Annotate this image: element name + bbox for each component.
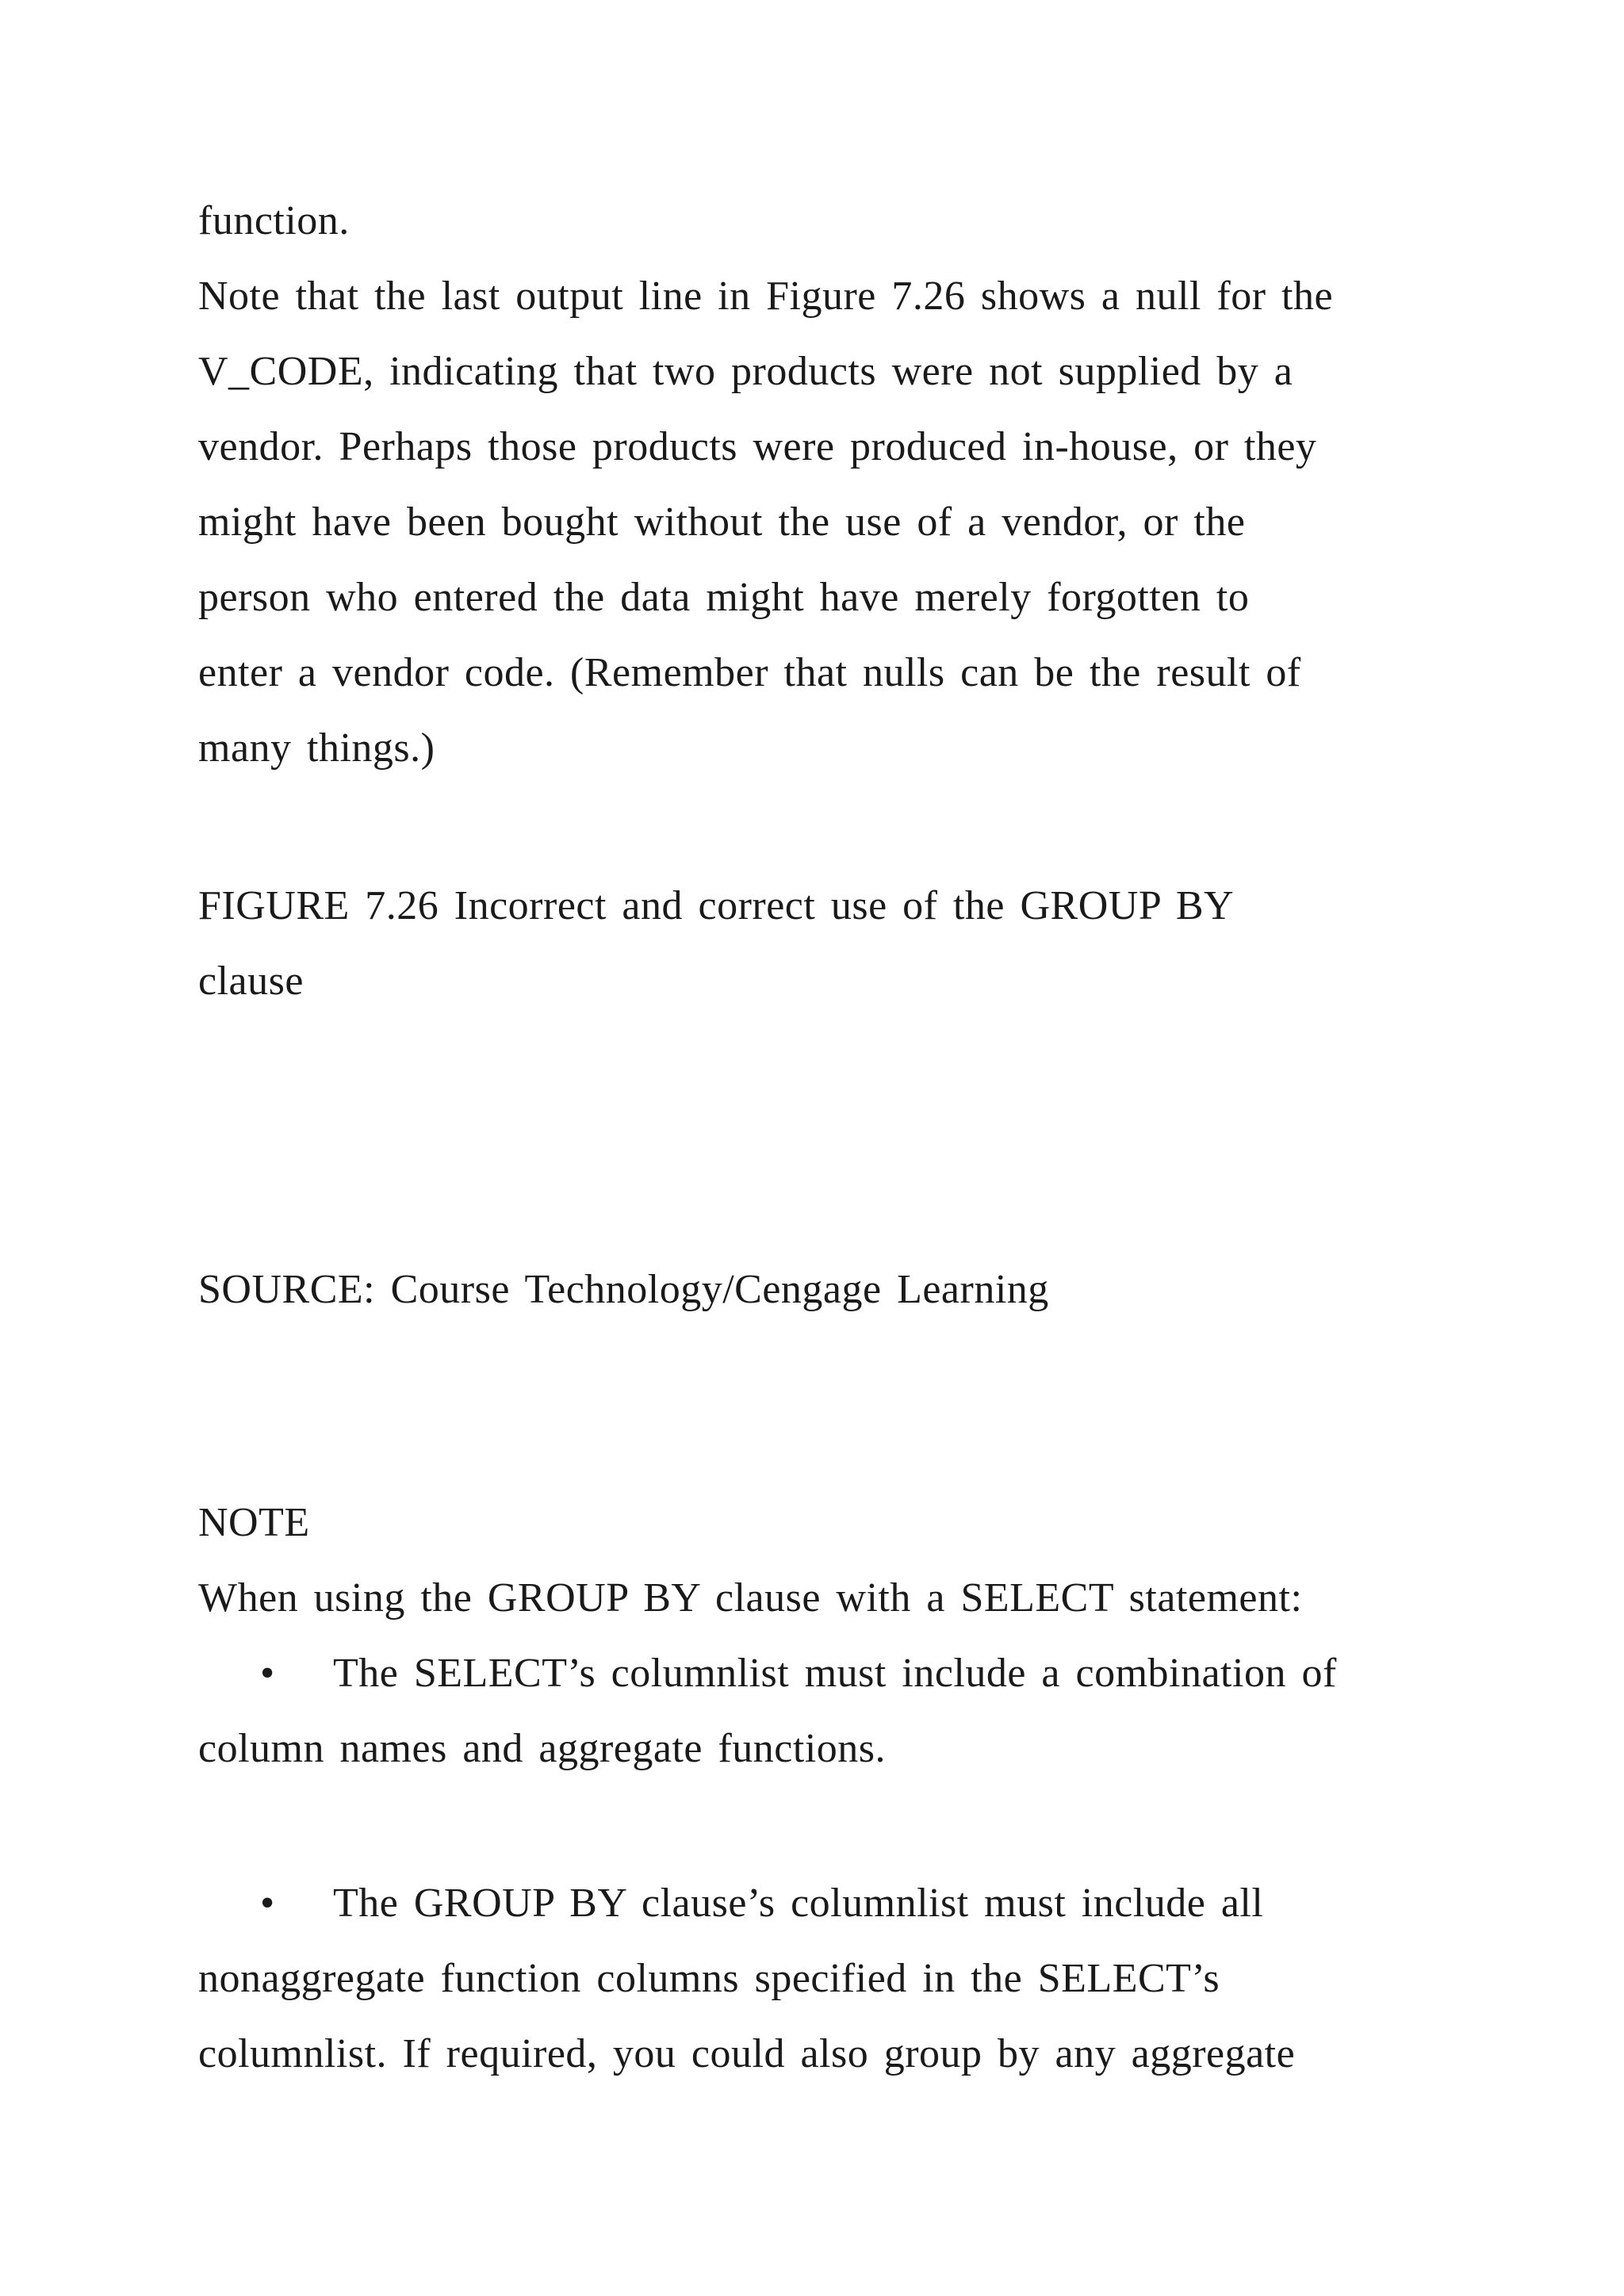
bullet-symbol: • [260,1651,275,1696]
bullet-item-text: nonaggregate function columns specified in the SELECT’s [198,1956,1220,2001]
bullet-item-text: The GROUP BY clause’s columnlist must include all [333,1881,1264,1926]
bullet-item-text: columnlist. If required, you could also group by any aggregate [198,2031,1296,2076]
paragraph-line: person who entered the data might have merely forgotten to [198,575,1250,620]
paragraph-line: enter a vendor code. (Remember that nulls can be the result of [198,650,1301,695]
note-intro: When using the GROUP BY clause with a SELECT statement: [198,1575,1303,1621]
paragraph-line: many things.) [198,725,435,771]
paragraph-line: V_CODE, indicating that two products were not supplied by a [198,349,1293,394]
note-heading: NOTE [198,1500,310,1545]
paragraph-line: function. [198,198,350,243]
paragraph-line: might have been bought without the use of a vendor, or the [198,499,1246,545]
bullet-item-text: column names and aggregate functions. [198,1726,887,1771]
paragraph-line: vendor. Perhaps those products were produced in-house, or they [198,424,1317,469]
paragraph-line: Note that the last output line in Figure 7.26 shows a null for the [198,274,1334,319]
figure-caption: FIGURE 7.26 Incorrect and correct use of the GROUP BY [198,883,1235,928]
figure-caption: clause [198,959,304,1004]
bullet-item-text: The SELECT’s columnlist must include a combination of [333,1651,1337,1696]
bullet-symbol: • [260,1881,275,1926]
figure-source: SOURCE: Course Technology/Cengage Learning [198,1267,1049,1312]
